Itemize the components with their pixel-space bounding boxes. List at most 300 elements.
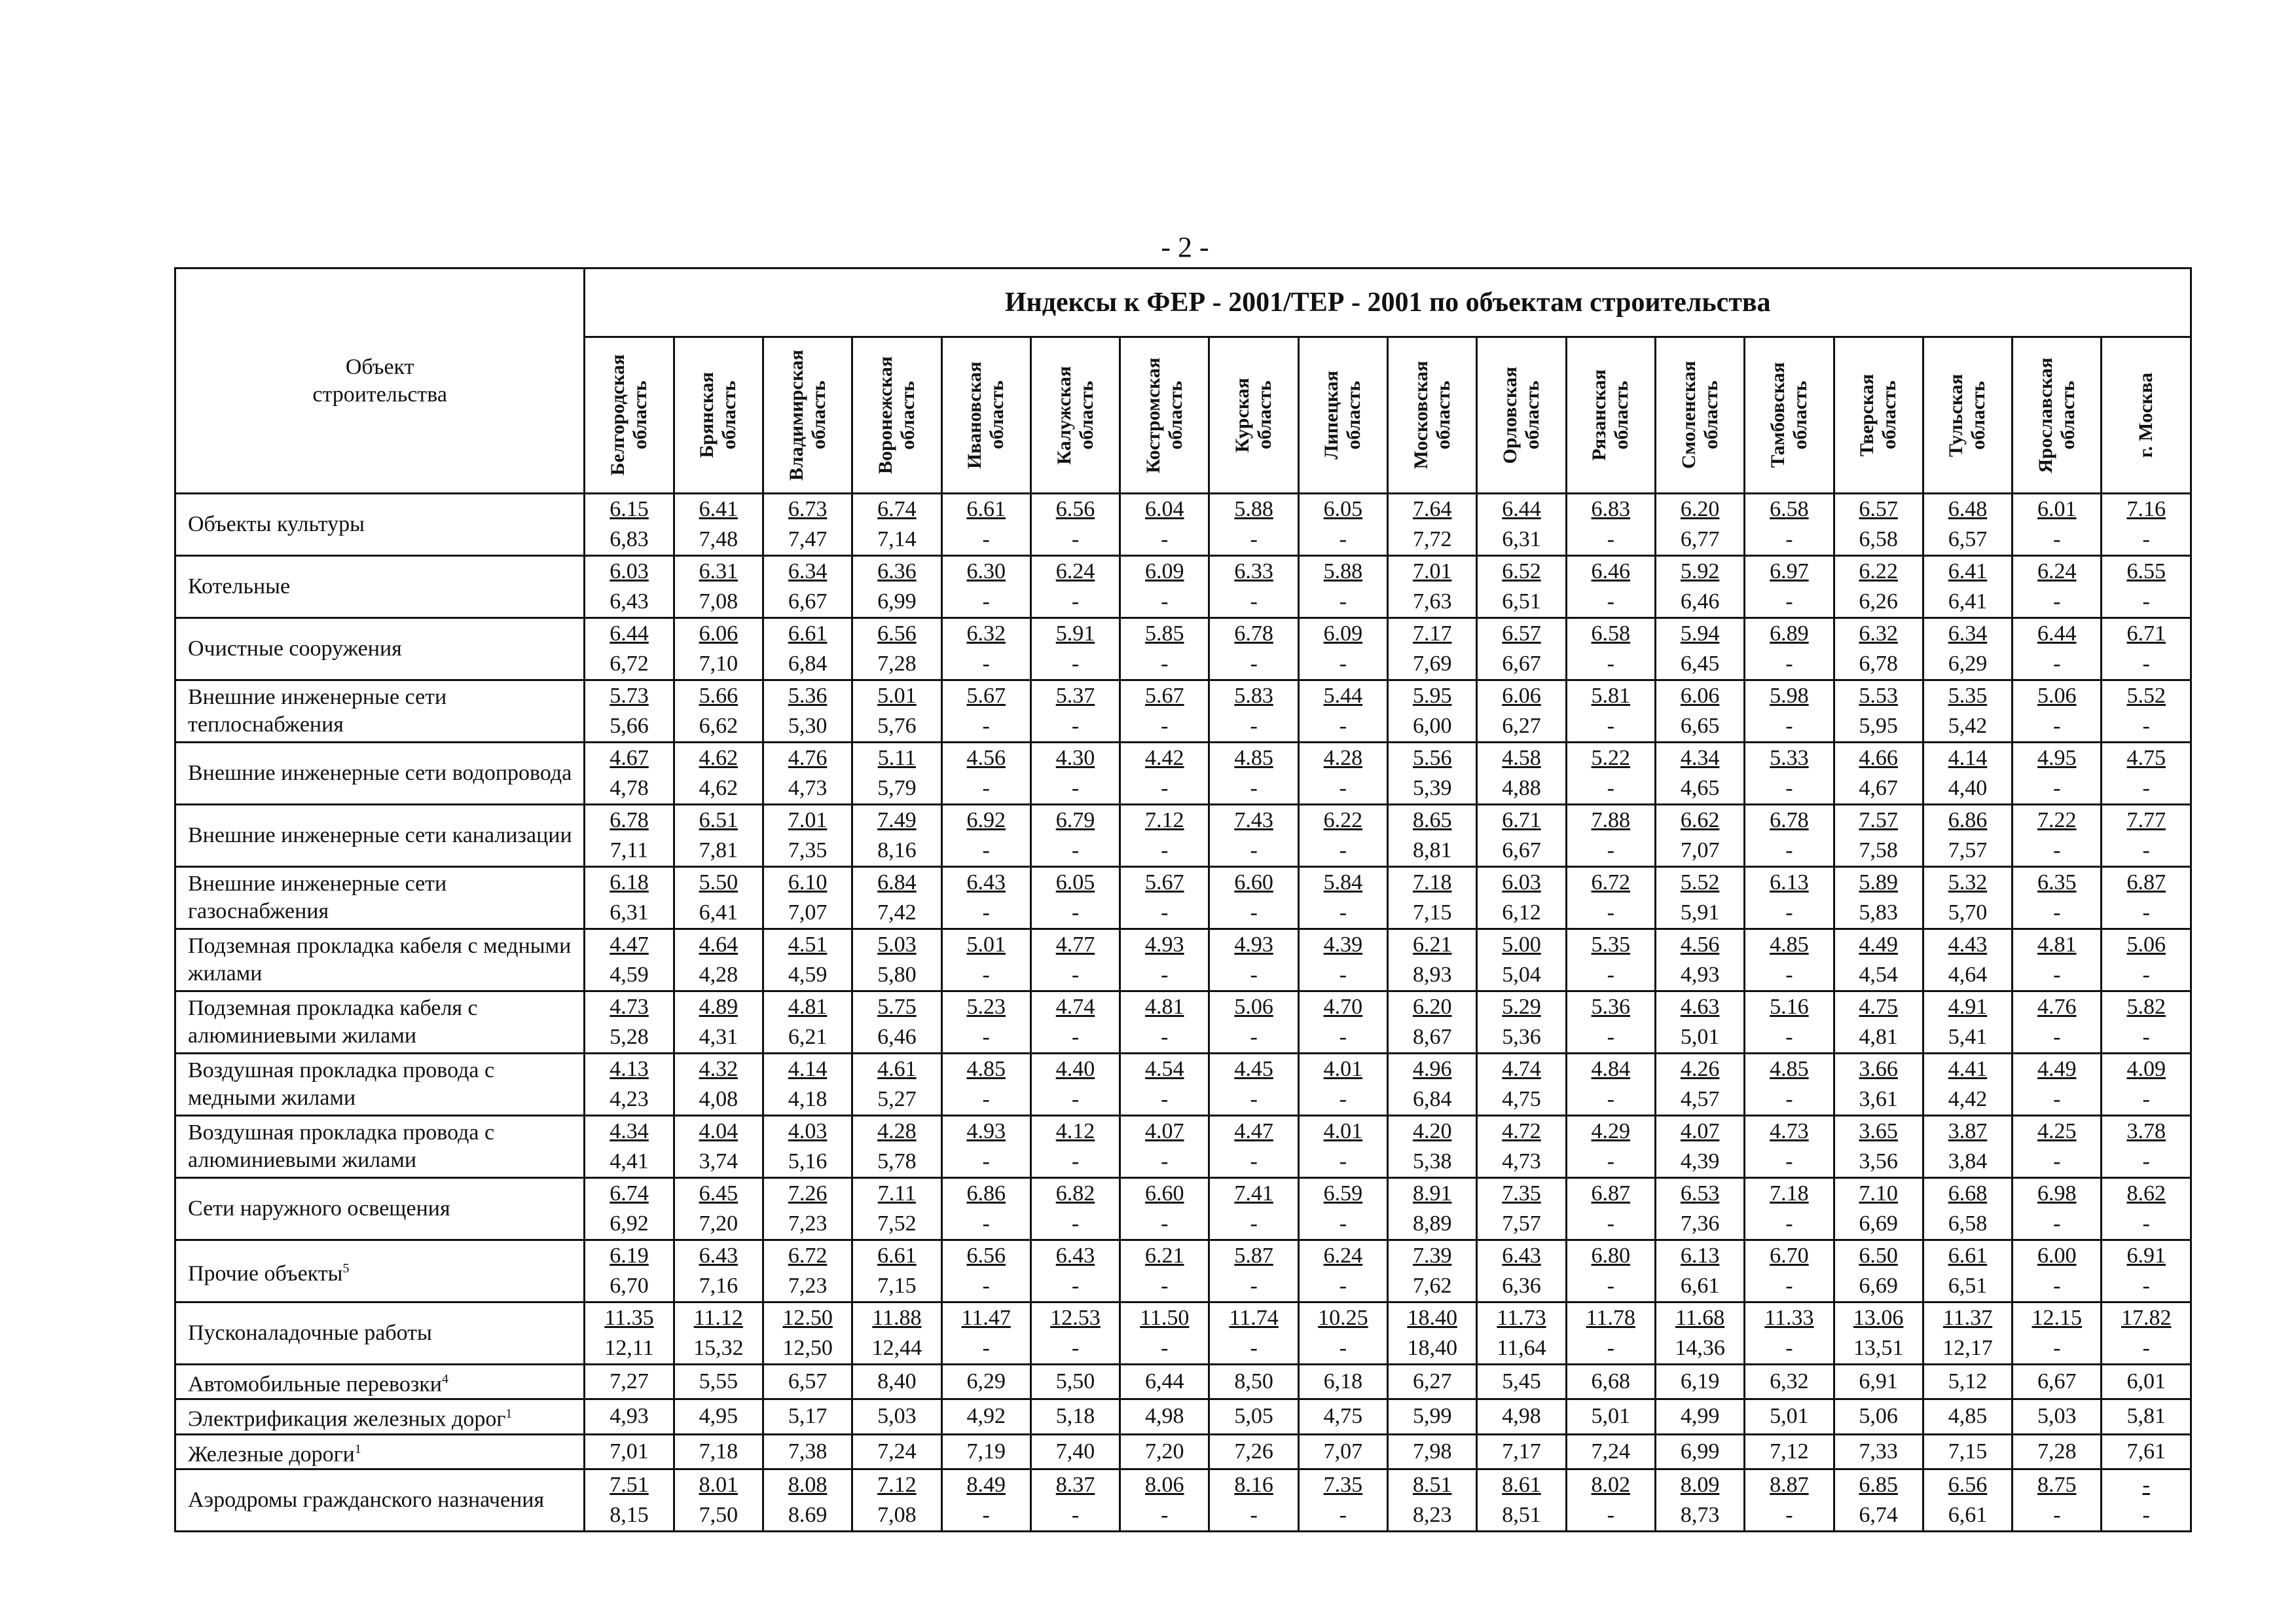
index-value-ter: - [1607,1336,1614,1360]
index-value-fer: 6.78 [1234,621,1273,646]
index-cell [585,805,674,867]
index-value-fer: 6.03 [610,559,649,583]
index-value-fer: 6.50 [1859,1244,1898,1268]
index-value-fer: 5.84 [1323,870,1363,895]
index-value-fer: 6.01 [2037,497,2077,521]
index-value-ter: - [1071,1149,1080,1173]
index-value-fer: 6.61 [966,497,1006,521]
index-cell [674,1399,763,1434]
index-value-fer: 5.88 [1323,559,1363,583]
index-value-fer: 5.37 [1055,684,1095,708]
row-label-text: Автомобильные перевозки [188,1372,442,1397]
row-label [175,618,585,680]
index-value-fer: 5.06 [1234,995,1273,1019]
index-cell [1745,1240,1834,1302]
index-value-ter: 7,57 [1502,1211,1541,1236]
index-value-fer: 4.07 [1680,1119,1720,1143]
index-value: 7,18 [699,1439,738,1464]
index-value-fer: 4.73 [1770,1119,1809,1143]
index-value-ter: 6,36 [1502,1274,1541,1298]
index-cell [1655,1365,1744,1399]
index-value-fer: 11.37 [1942,1306,1993,1330]
index-cell [941,494,1030,556]
index-value-ter: - [2053,776,2061,800]
index-value-ter: 5,79 [877,776,917,800]
object-column-header [175,268,585,494]
index-value-ter: 6,51 [1948,1274,1988,1298]
index-value: 7,61 [2126,1439,2166,1464]
index-value: 6,18 [1323,1369,1363,1394]
region-header-label: Курская область [1231,377,1276,453]
index-value-ter: 18,40 [1407,1336,1457,1360]
index-cell [1298,494,1387,556]
index-cell [2013,680,2102,743]
index-value-fer: 11.12 [693,1306,743,1330]
index-value-fer: 7.35 [1323,1472,1363,1497]
index-cell [1834,1240,1923,1302]
index-value-fer: 4.93 [1234,932,1273,957]
index-value: 6,44 [1145,1369,1184,1394]
index-value-fer: 7.77 [2126,808,2166,832]
index-value-fer: 6.41 [1948,559,1988,583]
index-cell [1030,1302,1120,1365]
index-cell [1209,494,1298,556]
index-cell [1566,867,1655,929]
index-cell [674,867,763,929]
index-cell [852,1365,941,1399]
index-cell [1834,743,1923,805]
index-cell [1120,494,1209,556]
index-cell [1120,1365,1209,1399]
row-label [175,1302,585,1365]
index-value-fer: 5.33 [1770,746,1809,770]
index-value-ter: 6,77 [1680,527,1720,551]
row-label [175,1365,585,1399]
index-cell [674,743,763,805]
region-header [763,337,852,494]
index-value: 5,05 [1234,1404,1273,1429]
index-value-fer: 7.18 [1770,1181,1809,1206]
index-value-fer: 4.47 [1234,1119,1273,1143]
index-value-ter: - [982,1211,990,1236]
index-value-ter: 6,12 [1502,900,1541,925]
index-value-ter: 7,42 [877,900,917,925]
index-value: 5,45 [1502,1369,1541,1394]
index-cell [2013,494,2102,556]
index-value-ter: - [1785,1211,1793,1236]
index-value-ter: 4,75 [1502,1087,1541,1111]
index-value-ter: 4,73 [788,776,828,800]
index-value: 5,01 [1591,1404,1631,1429]
index-value-fer: 6.44 [1502,497,1541,521]
index-cell [1655,1240,1744,1302]
index-cell [585,1116,674,1178]
index-cell [1566,929,1655,991]
index-value: 5,06 [1859,1404,1898,1429]
index-value-ter: - [2142,1211,2150,1236]
index-value-ter: - [1607,527,1614,551]
index-value-fer: 6.43 [699,1244,738,1268]
index-cell [1655,1302,1744,1365]
index-value-fer: 12.15 [2032,1306,2083,1330]
index-cell [2102,991,2191,1054]
index-value-fer: 6.79 [1055,808,1095,832]
index-value: 7,01 [610,1439,649,1464]
index-value-fer: 8.37 [1055,1472,1095,1497]
index-value-ter: 4,54 [1859,963,1898,987]
index-cell [1030,680,1120,743]
index-cell [1923,618,2012,680]
index-value-fer: 7.10 [1859,1181,1898,1206]
index-cell [1834,1054,1923,1116]
index-cell [1120,1434,1209,1469]
table-row [175,680,2191,743]
index-value-fer: 4.28 [1323,746,1363,770]
index-value-ter: 7,62 [1412,1274,1452,1298]
index-value-fer: 5.52 [2126,684,2166,708]
region-header-label: Тверская область [1856,373,1901,457]
index-value-ter: 12,11 [604,1336,654,1360]
index-value-ter: 5,83 [1859,900,1898,925]
index-cell [1298,556,1387,618]
index-value-fer: 12.53 [1050,1306,1101,1330]
index-cell [852,494,941,556]
region-header [1745,337,1834,494]
index-cell [1030,1469,1120,1531]
row-label-text: Воздушная прокладка провода с алюминиевыми жилами [188,1120,495,1172]
index-cell [1120,743,1209,805]
index-value-ter: - [1161,1502,1169,1527]
row-label [175,680,585,743]
index-value-ter: 5,66 [610,714,649,738]
index-cell [1923,1116,2012,1178]
index-cell [1120,1178,1209,1240]
index-value-ter: 6,67 [1502,838,1541,862]
index-cell [1923,1469,2012,1531]
index-cell [2102,805,2191,867]
page-number: - 2 - [1161,231,1209,263]
index-value: 7,40 [1055,1439,1095,1464]
index-cell [1923,929,2012,991]
index-value-fer: 6.83 [1591,497,1631,521]
index-cell [2013,1399,2102,1434]
region-header-label: Воронежская область [874,356,919,474]
index-value-fer: 4.04 [699,1119,738,1143]
index-cell [1388,1054,1477,1116]
index-cell [763,556,852,618]
index-value-fer: 5.32 [1948,870,1988,895]
index-value-fer: 4.85 [1770,932,1809,957]
index-value-fer: 6.68 [1948,1181,1988,1206]
index-cell [1923,680,2012,743]
index-value-ter: 6,99 [877,589,917,614]
table-row [175,867,2191,929]
index-value-fer: 4.89 [699,995,738,1019]
index-value-fer: 7.18 [1412,870,1452,895]
index-value-fer: 4.20 [1412,1119,1452,1143]
row-label [175,1178,585,1240]
index-value-fer: 7.01 [1412,559,1452,583]
index-value-ter: - [982,963,990,987]
index-cell [1923,1399,2012,1434]
index-value-fer: 6.98 [2037,1181,2077,1206]
index-value-fer: 6.70 [1770,1244,1809,1268]
table-row [175,556,2191,618]
index-value-ter: 6,84 [788,652,828,676]
index-value-ter: - [2142,900,2150,925]
index-value-fer: 5.98 [1770,684,1809,708]
index-cell [1120,991,1209,1054]
index-cell [1030,743,1120,805]
index-cell [585,867,674,929]
index-cell [852,867,941,929]
index-value-fer: 4.77 [1055,932,1095,957]
index-cell [1030,494,1120,556]
index-value: 5,03 [877,1404,917,1429]
index-cell [1655,1399,1744,1434]
index-value-fer: 4.14 [1948,746,1988,770]
index-cell [1745,1302,1834,1365]
index-value-fer: 6.24 [1323,1244,1363,1268]
index-cell [941,867,1030,929]
index-cell [1298,1240,1387,1302]
index-cell [674,680,763,743]
index-value-fer: 4.01 [1323,1057,1363,1081]
index-value-ter: 4,08 [699,1087,738,1111]
index-value-fer: 5.56 [1412,746,1452,770]
index-value-fer: 4.67 [610,746,649,770]
index-cell [1298,1434,1387,1469]
index-cell [1209,1178,1298,1240]
index-cell [1566,1469,1655,1531]
index-value-fer: 6.30 [966,559,1006,583]
index-value-fer: 5.82 [2126,995,2166,1019]
index-cell [1477,743,1566,805]
index-value-fer: 4.96 [1412,1057,1452,1081]
row-label-text: Электрификация железных дорог [188,1407,506,1431]
index-value-fer: 7.64 [1412,497,1452,521]
index-value-fer: 6.24 [2037,559,2077,583]
index-cell [1655,805,1744,867]
index-cell [1834,867,1923,929]
index-cell [1477,805,1566,867]
index-value-ter: 4,28 [699,963,738,987]
index-value: 4,99 [1680,1404,1720,1429]
index-cell [1388,1116,1477,1178]
row-label-text: Внешние инженерные сети газоснабжения [188,872,447,923]
index-value: 7,24 [877,1439,917,1464]
index-value-ter: - [982,527,990,551]
index-value-ter: 12,44 [871,1336,922,1360]
index-cell [1388,1240,1477,1302]
index-value-fer: 5.89 [1859,870,1898,895]
index-value-ter: 5,76 [877,714,917,738]
index-cell [941,1054,1030,1116]
index-value-ter: - [2142,1502,2150,1527]
row-label [175,1399,585,1434]
index-value-ter: - [1339,527,1347,551]
index-value: 4,92 [966,1404,1006,1429]
index-value-fer: 5.67 [1145,870,1184,895]
index-value-ter: 6,65 [1680,714,1720,738]
index-value-fer: 17.82 [2121,1306,2172,1330]
index-cell [1209,743,1298,805]
index-value-fer: 6.22 [1323,808,1363,832]
index-cell [763,805,852,867]
index-value-fer: 6.31 [699,559,738,583]
index-value-fer: 8.75 [2037,1472,2077,1497]
index-value: 4,98 [1145,1404,1184,1429]
index-value: 6,68 [1591,1369,1631,1394]
index-value: 4,95 [699,1404,738,1429]
index-cell [763,867,852,929]
index-cell [1655,1469,1744,1531]
index-value-ter: - [1250,900,1258,925]
index-cell [2013,991,2102,1054]
index-value-ter: - [2053,1502,2061,1527]
row-label-text: Прочие объекты [188,1261,343,1286]
index-cell [1655,867,1744,929]
region-header-label: Орловская область [1499,366,1543,464]
index-value-fer: 11.88 [872,1306,922,1330]
index-cell [1388,618,1477,680]
index-value-fer: 3.66 [1859,1057,1898,1081]
index-value-ter: - [2053,1087,2061,1111]
index-value-fer: 5.50 [699,870,738,895]
index-value-fer: 5.87 [1234,1244,1273,1268]
index-value-ter: 4,39 [1680,1149,1720,1173]
index-value-ter: 7,50 [699,1502,738,1527]
index-value-ter: 8,15 [610,1502,649,1527]
index-cell [1030,1178,1120,1240]
index-cell [585,494,674,556]
index-value-ter: - [2142,1336,2150,1360]
table-row [175,1469,2191,1531]
index-value-fer: 8.09 [1680,1472,1720,1497]
index-value-ter: 5,36 [1502,1025,1541,1049]
index-cell [1388,743,1477,805]
table-row [175,1302,2191,1365]
index-value-ter: 3,84 [1948,1149,1988,1173]
index-value-fer: 6.85 [1859,1472,1898,1497]
index-value-ter: - [1161,1149,1169,1173]
index-cell [1030,805,1120,867]
index-value-ter: - [1161,527,1169,551]
index-value-fer: 4.56 [1680,932,1720,957]
index-value-ter: - [1607,838,1614,862]
index-value-ter: 7,48 [699,527,738,551]
index-value-fer: 6.59 [1323,1181,1363,1206]
index-cell [674,494,763,556]
index-cell [941,556,1030,618]
index-value-fer: 6.09 [1323,621,1363,646]
index-cell [2013,1434,2102,1469]
index-cell [585,1302,674,1365]
index-value-ter: - [1607,963,1614,987]
index-cell [1923,1054,2012,1116]
index-cell [1834,494,1923,556]
index-cell [1923,1178,2012,1240]
index-value-ter: - [2142,1149,2150,1173]
index-value-fer: 6.58 [1770,497,1809,521]
index-value-ter: 8,89 [1412,1211,1452,1236]
index-value-ter: 6,31 [610,900,649,925]
index-cell [1923,1434,2012,1469]
index-value-ter: 6,41 [699,900,738,925]
index-cell [941,743,1030,805]
index-cell [674,1434,763,1469]
row-label-text: Внешние инженерные сети канализации [188,823,572,847]
index-value: 7,17 [1502,1439,1541,1464]
region-header-label: Смоленская область [1677,361,1722,470]
index-cell [1923,494,2012,556]
index-cell [1745,929,1834,991]
index-value-ter: - [1161,714,1169,738]
index-value-fer: 6.15 [610,497,649,521]
index-cell [852,1434,941,1469]
index-cell [1209,556,1298,618]
index-value-fer: 5.11 [877,746,917,770]
index-value-ter: - [2142,776,2150,800]
index-cell [941,929,1030,991]
index-cell [2102,1302,2191,1365]
index-value-fer: 4.41 [1948,1057,1988,1081]
index-cell [1477,1116,1566,1178]
index-value: 4,75 [1323,1404,1363,1429]
index-value-fer: 6.60 [1145,1181,1184,1206]
index-value-fer: 4.81 [1145,995,1184,1019]
index-cell [1834,1365,1923,1399]
index-cell [941,1178,1030,1240]
index-cell [1209,1240,1298,1302]
index-value-fer: 6.44 [2037,621,2077,646]
region-header-label: Московская область [1410,361,1454,470]
index-value-fer: 6.34 [788,559,828,583]
index-value-ter: - [1785,776,1793,800]
index-value-fer: 4.07 [1145,1119,1184,1143]
index-value-fer: 8.02 [1591,1472,1631,1497]
index-cell [2102,1054,2191,1116]
index-value: 7,27 [610,1369,649,1394]
index-cell [585,1054,674,1116]
index-cell [1566,556,1655,618]
index-value-ter: - [2053,1336,2061,1360]
index-value-fer: 7.26 [788,1181,828,1206]
table-row [175,1365,2191,1399]
index-cell [1030,929,1120,991]
index-value-ter: 5,95 [1859,714,1898,738]
index-value-fer: 4.13 [610,1057,649,1081]
index-cell [2013,1302,2102,1365]
index-value-fer: 6.72 [788,1244,828,1268]
table-row [175,1434,2191,1469]
index-value-fer: 5.29 [1502,995,1541,1019]
table-row [175,1116,2191,1178]
index-value-ter: - [1785,1336,1793,1360]
footnote-mark: 5 [342,1261,350,1276]
index-cell [1120,929,1209,991]
index-value-fer: 4.09 [2126,1057,2166,1081]
index-value-fer: 6.92 [966,808,1006,832]
row-label [175,805,585,867]
index-value-ter: 4,42 [1948,1087,1988,1111]
index-cell [941,618,1030,680]
index-value-ter: 5,80 [877,963,917,987]
index-value-fer: 7.49 [877,808,917,832]
index-cell [1745,1054,1834,1116]
index-cell [2013,1054,2102,1116]
row-label-text: Аэродромы гражданского назначения [188,1487,545,1512]
